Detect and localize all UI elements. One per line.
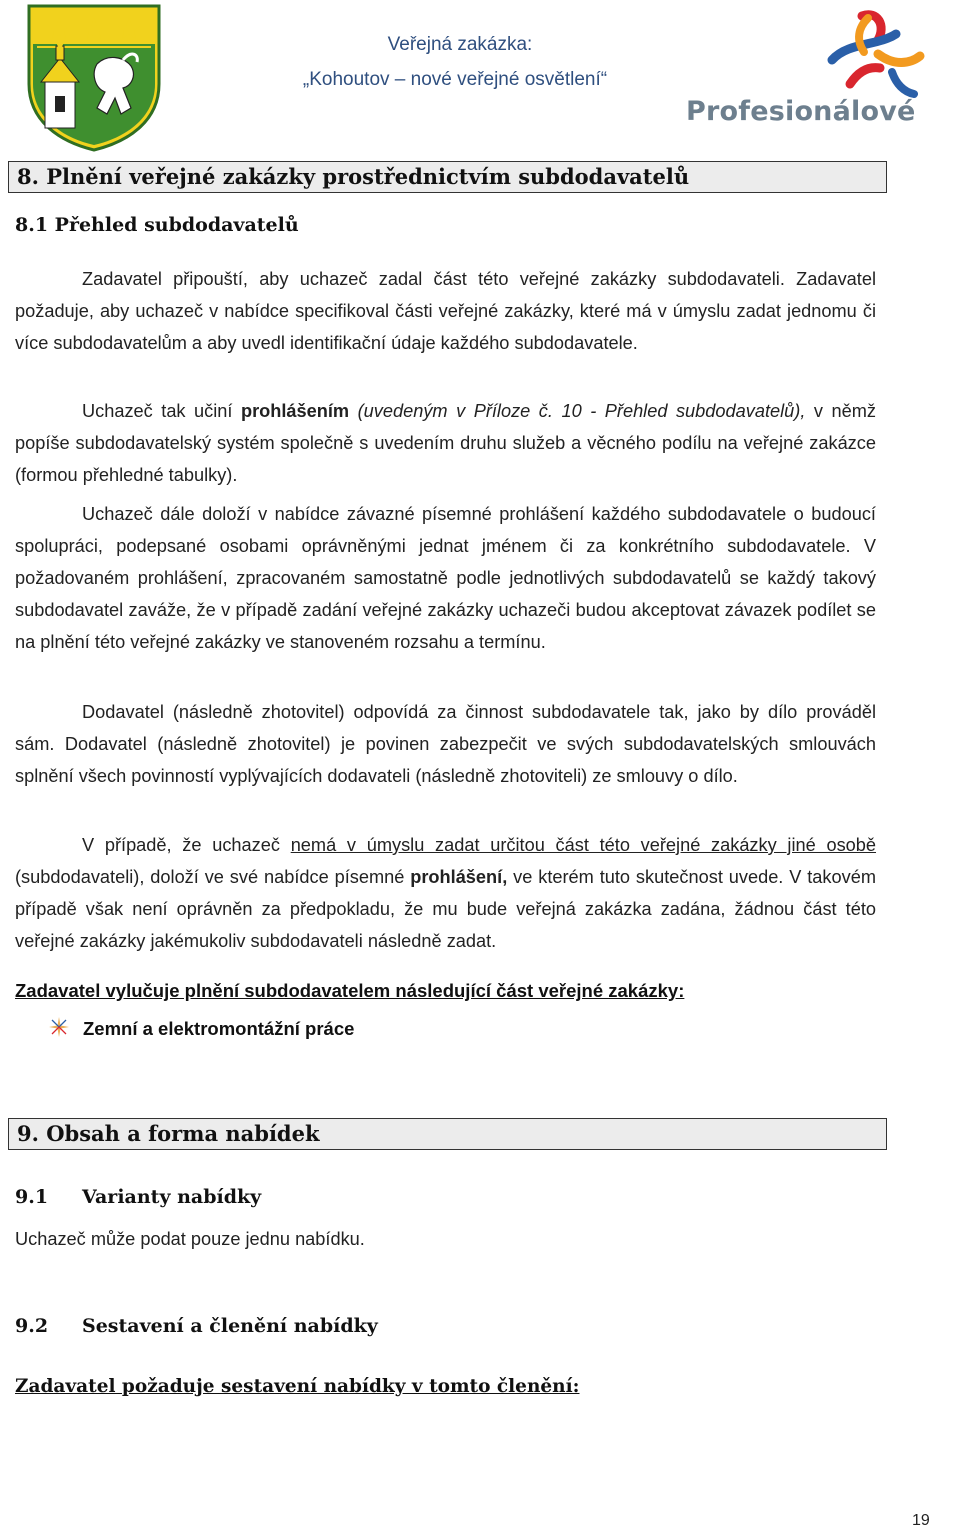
paragraph-no-subcontractor: V případě, že uchazeč nemá v úmyslu zadat určitou část této veřejné zakázky jiné osobě (subdodavateli), doloží ve své nabídce písemné prohlášení, ve kterém tuto skutečnost uvede. V takovém případě však není oprávněn za předpokladu, že mu bude veřejná zakázka zadána, žádnou část této veřejné zakázky jakémukoliv subdodavateli následně zadat.: [15, 835, 877, 951]
section-8-1-title: 8.1 Přehled subdodavatelů: [15, 214, 299, 236]
section-9-1-text: Uchazeč může podat pouze jednu nabídku.: [15, 1229, 365, 1249]
paragraph-subcontracting-allowed: Zadavatel připouští, aby uchazeč zadal část této veřejné zakázky subdodavateli. Zadavatel požaduje, aby uchazeč v nabídce specifikoval části veřejné zakázky, které má v úmyslu zadat jednomu či více subdodavatelům a aby uvedl identifikační údaje každého subdodavatele.: [15, 269, 876, 353]
profesionalove-logo: [682, 6, 932, 132]
municipal-crest: [27, 4, 161, 152]
logo-swirl-icon: [682, 6, 932, 102]
section-9-title: 9. Obsah a forma nabídek: [8, 1118, 887, 1150]
paragraph-contractor-responsibility: Dodavatel (následně zhotovitel) odpovídá za činnost subdodavatele tak, jako by dílo prováděl sám. Dodavatel (následně zhotovitel) je povinen zabezpečit ve svých subdodavatelských smlouvách splnění všech povinností vyplývajících dodavateli (následně zhotoviteli) ze smlouvy o dílo.: [15, 702, 876, 786]
section-9-2-heading: Zadavatel požaduje sestavení nabídky v tomto členění:: [15, 1376, 580, 1397]
section-9-2-title: Sestavení a členění nabídky: [82, 1315, 378, 1337]
header-title: Veřejná zakázka:: [387, 34, 533, 55]
logo-text: Profesionálové: [686, 96, 916, 127]
declaration-bold: prohlášením: [240, 401, 350, 421]
annex-reference: (uvedeným v Příloze č. 10 - Přehled subdodavatelů),: [349, 401, 806, 421]
section-9-1-number: 9.1: [15, 1186, 49, 1208]
exclusion-bullet-icon: [48, 1016, 70, 1038]
paragraph-declaration: Uchazeč tak učiní prohlášením (uvedeným v Příloze č. 10 - Přehled subdodavatelů), v němž popíše subdodavatelský systém společně s uvedením druhu služeb a věcného podílu na veřejné zakázce (formou přehledné tabulky).: [15, 401, 876, 485]
exclusion-item: Zemní a elektromontážní práce: [83, 1018, 355, 1039]
page-number: 19: [912, 1512, 930, 1529]
section-8-title: 8. Plnění veřejné zakázky prostřednictvím subdodavatelů: [8, 161, 887, 193]
section-9-2-number: 9.2: [15, 1315, 49, 1337]
no-subcontract-underlined: nemá v úmyslu zadat určitou část této veřejné zakázky jiné osobě: [290, 835, 877, 855]
section-9-1-title: Varianty nabídky: [82, 1186, 262, 1208]
paragraph-binding-statement: Uchazeč dále doloží v nabídce závazné písemné prohlášení každého subdodavatele o budoucí spolupráci, podepsané osobami oprávněnými jednat jménem či za konkrétního subdodavatele. V požadovaném prohlášení, zpracovaném samostatně podle jednotlivých subdodavatelů se každý takový subdodavatel zaváže, že v případě zadání veřejné zakázky uchazeči budou akceptovat závazek podílet se na plnění této veřejné zakázky ve stanoveném rozsahu a termínu.: [15, 504, 876, 652]
declaration-bold-2: prohlášení,: [410, 867, 508, 887]
exclusion-heading: Zadavatel vylučuje plnění subdodavatelem následující část veřejné zakázky:: [15, 980, 685, 1001]
header-project-name: „Kohoutov – nové veřejné osvětlení“: [302, 69, 608, 90]
